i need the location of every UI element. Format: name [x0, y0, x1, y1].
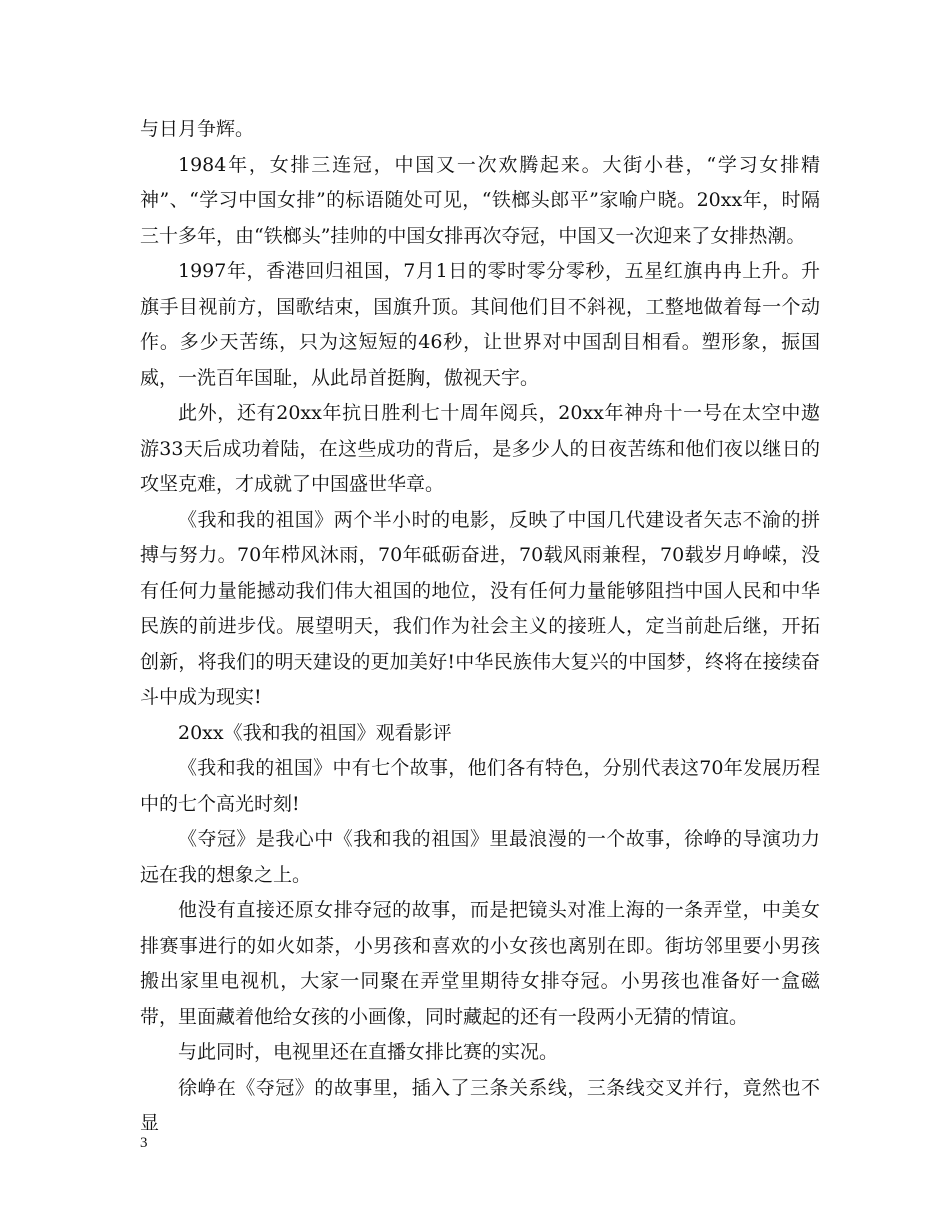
page-number: 3: [140, 1135, 148, 1151]
paragraph-seven-stories: 《我和我的祖国》中有七个故事，他们各有特色，分别代表这70年发展历程中的七个高光时刻!: [140, 757, 820, 815]
paragraph-continuation: 与日月争辉。: [140, 118, 255, 140]
paragraph-duoguan-intro: 《夺冠》是我心中《我和我的祖国》里最浪漫的一个故事，徐峥的导演功力远在我的想象之上。: [140, 828, 820, 886]
paragraph-movie-summary: 《我和我的祖国》两个半小时的电影，反映了中国几代建设者矢志不渝的拼搏与努力。70年栉风沐雨，70年砥砺奋进，70载风雨兼程，70载岁月峥嵘，没有任何力量能撼动我们伟大祖国的地位，没有任何力量能够阻挡中国人民和中华民族的前进步伐。展望明天，我们作为社会主义的接班人，定当前赴后继，开拓创新，将我们的明天建设的更加美好!中华民族伟大复兴的中国梦，终将在接续奋斗中成为现实!: [140, 508, 820, 708]
paragraph-three-lines: 徐峥在《夺冠》的故事里，插入了三条关系线，三条线交叉并行，竟然也不显: [140, 1076, 820, 1134]
document-body: [140, 112, 820, 1142]
paragraph-1997-hongkong: 1997年，香港回归祖国，7月1日的零时零分零秒，五星红旗冉冉上升。升旗手目视前方，国歌结束，国旗升顶。其间他们目不斜视，工整地做着每一个动作。多少天苦练，只为这短短的46秒，让世界对中国刮目相看。塑形象，振国威，一洗百年国耻，从此昂首挺胸，傲视天宇。: [140, 260, 820, 389]
paragraph-achievements: 此外，还有20xx年抗日胜利七十周年阅兵，20xx年神舟十一号在太空中遨游33天后成功着陆，在这些成功的背后，是多少人的日夜苦练和他们夜以继日的攻坚克难，才成就了中国盛世华章。: [140, 402, 820, 495]
paragraph-alley-story: 他没有直接还原女排夺冠的故事，而是把镜头对准上海的一条弄堂，中美女排赛事进行的如火如荼，小男孩和喜欢的小女孩也离别在即。街坊邻里要小男孩搬出家里电视机，大家一同聚在弄堂里期待女排夺冠。小男孩也准备好一盒磁带，里面藏着他给女孩的小画像，同时藏起的还有一段两小无猜的情谊。: [140, 899, 820, 1028]
section-heading: 20xx《我和我的祖国》观看影评: [178, 721, 452, 744]
paragraph-1984-volleyball: 1984年，女排三连冠，中国又一次欢腾起来。大街小巷，“学习女排精神”、“学习中国女排”的标语随处可见，“铁榔头郎平”家喻户晓。20xx年，时隔三十多年，由“铁榔头”挂帅的中国女排再次夺冠，中国又一次迎来了女排热潮。: [140, 153, 820, 247]
paragraph-live-broadcast: 与此同时，电视里还在直播女排比赛的实况。: [178, 1041, 559, 1063]
